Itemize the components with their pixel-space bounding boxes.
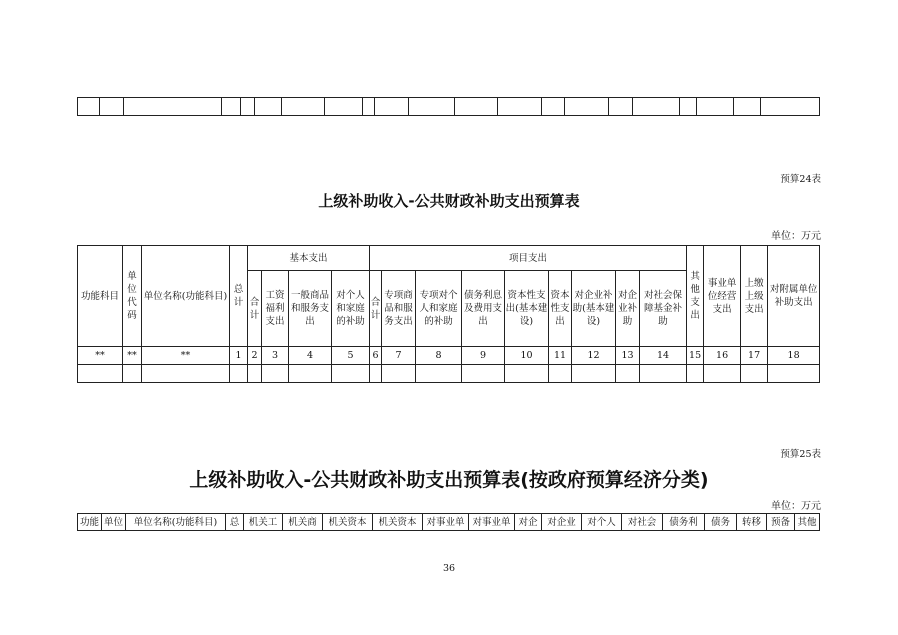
- col-number: 4: [289, 347, 332, 365]
- header-remit: 上缴上级支出: [741, 246, 768, 347]
- header-enterprise-basic: 对企业补助(基本建设): [572, 271, 616, 347]
- col-number: 16: [704, 347, 741, 365]
- header-basic: 基本支出: [248, 246, 370, 271]
- header-cell: 机关商: [283, 514, 323, 531]
- header-cell: 对个人: [582, 514, 622, 531]
- header-func-subject: 功能科目: [78, 246, 123, 347]
- header-proj-sum: 合计: [370, 271, 382, 347]
- header-wages: 工资福利支出: [262, 271, 289, 347]
- col-number: 14: [640, 347, 687, 365]
- col-number: 11: [549, 347, 572, 365]
- header-other: 其他支出: [687, 246, 704, 347]
- header-capital: 资本性支出: [549, 271, 572, 347]
- col-number: **: [142, 347, 230, 365]
- header-total: 总计: [230, 246, 248, 347]
- header-individual: 对个人和家庭的补助: [332, 271, 370, 347]
- col-number: 3: [262, 347, 289, 365]
- header-cell: 总: [226, 514, 244, 531]
- header-cell: 对企业: [542, 514, 582, 531]
- col-number: 1: [230, 347, 248, 365]
- header-cell: 单位: [102, 514, 126, 531]
- header-cell: 预备: [767, 514, 795, 531]
- header-cell: 机关资本: [373, 514, 423, 531]
- header-goods: 一般商品和服务支出: [289, 271, 332, 347]
- empty-row: [78, 98, 820, 116]
- header-enterprise: 对企业补助: [616, 271, 640, 347]
- table-24-unit: 单位：万元: [771, 231, 821, 242]
- header-affiliate: 对附属单位补助支出: [768, 246, 820, 347]
- header-cell: 对企: [515, 514, 542, 531]
- col-number: 15: [687, 347, 704, 365]
- col-number: 7: [382, 347, 416, 365]
- header-capital-basic: 资本性支出(基本建设): [505, 271, 549, 347]
- col-number: **: [123, 347, 142, 365]
- header-cell: 对事业单: [469, 514, 515, 531]
- header-cell: 转移: [737, 514, 767, 531]
- header-special-individual: 专项对个人和家庭的补助: [416, 271, 462, 347]
- header-cell: 机关工: [244, 514, 283, 531]
- page-number: 36: [442, 563, 456, 574]
- col-number: 17: [741, 347, 768, 365]
- header-social-fund: 对社会保障基金补助: [640, 271, 687, 347]
- col-number: **: [78, 347, 123, 365]
- header-row: [78, 514, 820, 531]
- header-basic-sum: 合计: [248, 271, 262, 347]
- header-project: 项目支出: [370, 246, 687, 271]
- header-cell: 单位名称(功能科目): [126, 514, 226, 531]
- header-operating: 事业单位经营支出: [704, 246, 741, 347]
- header-cell: 其他: [795, 514, 820, 531]
- col-number: 8: [416, 347, 462, 365]
- header-row-1: [78, 246, 820, 271]
- table-25-title: 上级补助收入-公共财政补助支出预算表(按政府预算经济分类): [189, 469, 709, 491]
- col-number: 2: [248, 347, 262, 365]
- header-cell: 对社会: [622, 514, 663, 531]
- header-debt-interest: 债务利息及费用支出: [462, 271, 505, 347]
- table-24-label: 预算24表: [780, 174, 821, 185]
- header-cell: 对事业单: [423, 514, 469, 531]
- number-row: [78, 347, 820, 365]
- col-number: 13: [616, 347, 640, 365]
- header-cell: 债务利: [663, 514, 705, 531]
- col-number: 12: [572, 347, 616, 365]
- header-unit-code: 单位代码: [123, 246, 142, 347]
- table-25-unit: 单位：万元: [771, 501, 821, 512]
- header-cell: 功能: [78, 514, 102, 531]
- col-number: 10: [505, 347, 549, 365]
- top-empty-table: [77, 97, 820, 116]
- empty-data-row: [78, 365, 820, 383]
- budget-table-25: [77, 513, 820, 531]
- header-special-goods: 专项商品和服务支出: [382, 271, 416, 347]
- budget-table-24: [77, 245, 820, 383]
- col-number: 6: [370, 347, 382, 365]
- header-cell: 机关资本: [323, 514, 373, 531]
- col-number: 9: [462, 347, 505, 365]
- col-number: 5: [332, 347, 370, 365]
- table-24-title: 上级补助收入-公共财政补助支出预算表: [318, 192, 580, 210]
- col-number: 18: [768, 347, 820, 365]
- header-cell: 债务: [705, 514, 737, 531]
- table-25-label: 预算25表: [780, 449, 821, 460]
- header-unit-name: 单位名称(功能科目): [142, 246, 230, 347]
